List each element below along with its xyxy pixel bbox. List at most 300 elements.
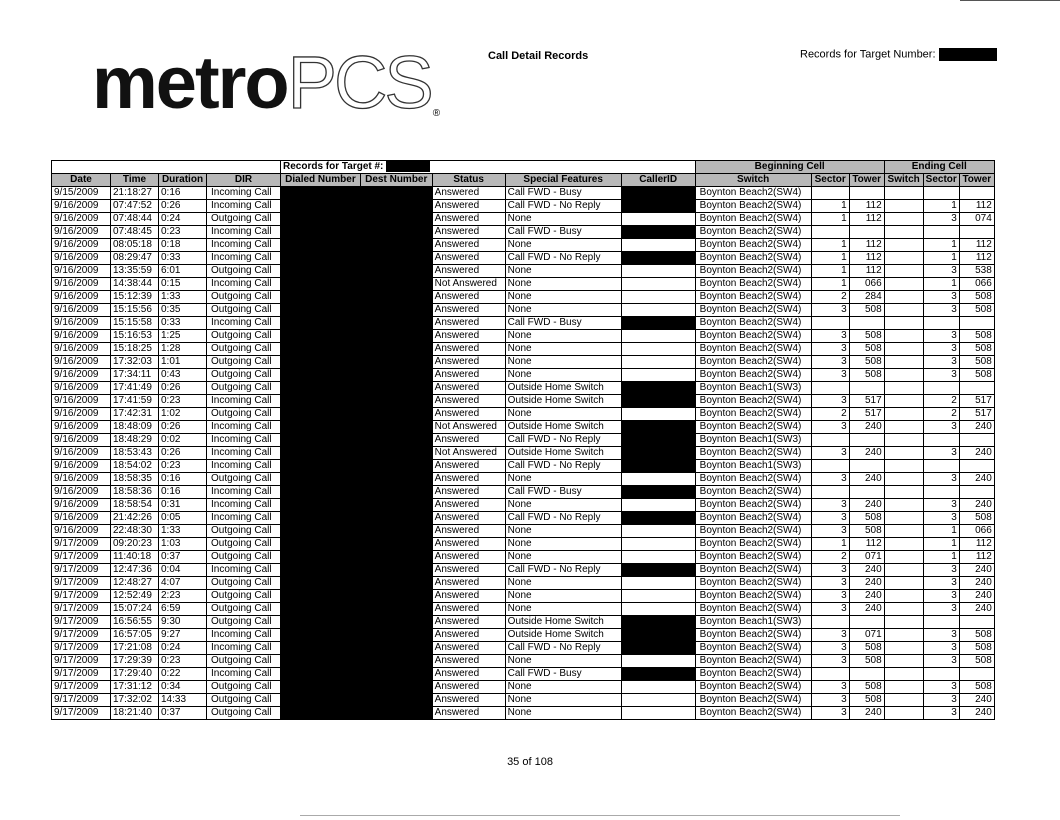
cell-duration: 0:18 — [159, 239, 207, 252]
cell-special-features: Call FWD - No Reply — [505, 434, 621, 447]
cell-begin-switch: Boynton Beach2(SW4) — [695, 512, 811, 525]
table-row — [52, 239, 995, 252]
cell-special-features: None — [505, 473, 621, 486]
cell-special-features: Call FWD - No Reply — [505, 642, 621, 655]
cell-end-switch — [884, 304, 923, 317]
cell-end-tower — [959, 616, 994, 629]
cell-duration: 1:01 — [159, 356, 207, 369]
cell-begin-switch: Boynton Beach2(SW4) — [695, 369, 811, 382]
cell-date: 9/16/2009 — [52, 434, 111, 447]
cell-begin-switch: Boynton Beach2(SW4) — [695, 408, 811, 421]
cell-special-features: Call FWD - Busy — [505, 317, 621, 330]
cell-dest-number-redacted — [360, 330, 432, 343]
cell-dest-number-redacted — [360, 200, 432, 213]
cell-end-sector: 3 — [923, 590, 959, 603]
cell-end-tower — [959, 460, 994, 473]
cell-begin-switch: Boynton Beach2(SW4) — [695, 629, 811, 642]
cell-dir: Outgoing Call — [207, 304, 281, 317]
table-row — [52, 473, 995, 486]
cell-status: Answered — [432, 343, 505, 356]
cell-end-sector — [923, 317, 959, 330]
cell-dialed-number-redacted — [281, 681, 361, 694]
cell-time: 07:47:52 — [111, 200, 159, 213]
cell-begin-switch: Boynton Beach2(SW4) — [695, 564, 811, 577]
cell-time: 17:41:49 — [111, 382, 159, 395]
cell-end-sector: 1 — [923, 239, 959, 252]
cell-begin-tower: 240 — [849, 447, 884, 460]
cell-status: Answered — [432, 226, 505, 239]
cell-dir: Incoming Call — [207, 668, 281, 681]
cell-end-tower: 508 — [959, 681, 994, 694]
cell-duration: 4:07 — [159, 577, 207, 590]
cell-dir: Outgoing Call — [207, 356, 281, 369]
cell-time: 18:48:09 — [111, 421, 159, 434]
cell-end-tower — [959, 226, 994, 239]
cell-begin-sector: 1 — [811, 200, 849, 213]
cell-end-tower — [959, 187, 994, 200]
cell-status: Answered — [432, 317, 505, 330]
cell-status: Answered — [432, 460, 505, 473]
cell-callerid — [621, 278, 695, 291]
cell-dest-number-redacted — [360, 707, 432, 720]
cell-special-features: None — [505, 278, 621, 291]
cell-end-sector — [923, 434, 959, 447]
cell-begin-switch: Boynton Beach2(SW4) — [695, 317, 811, 330]
cell-status: Answered — [432, 551, 505, 564]
cell-dir: Outgoing Call — [207, 538, 281, 551]
cell-dir: Outgoing Call — [207, 330, 281, 343]
cell-begin-switch: Boynton Beach2(SW4) — [695, 304, 811, 317]
cell-callerid — [621, 603, 695, 616]
cell-duration: 0:34 — [159, 681, 207, 694]
cell-time: 15:07:24 — [111, 603, 159, 616]
cell-end-switch — [884, 694, 923, 707]
cell-begin-sector: 2 — [811, 551, 849, 564]
col-time: Time — [111, 174, 159, 187]
cell-dir: Outgoing Call — [207, 525, 281, 538]
table-row — [52, 499, 995, 512]
cell-time: 17:32:02 — [111, 694, 159, 707]
cell-time: 17:41:59 — [111, 395, 159, 408]
cell-callerid-redacted — [621, 200, 695, 213]
cell-end-tower: 508 — [959, 291, 994, 304]
cell-begin-switch: Boynton Beach2(SW4) — [695, 278, 811, 291]
table-row — [52, 395, 995, 408]
cell-status: Answered — [432, 369, 505, 382]
cell-end-switch — [884, 343, 923, 356]
cell-status: Not Answered — [432, 447, 505, 460]
cell-duration: 0:24 — [159, 213, 207, 226]
cell-time: 15:18:25 — [111, 343, 159, 356]
cell-dest-number-redacted — [360, 655, 432, 668]
cell-begin-sector: 1 — [811, 213, 849, 226]
cell-begin-tower — [849, 226, 884, 239]
scan-edge-line — [300, 815, 900, 816]
cell-begin-switch: Boynton Beach2(SW4) — [695, 252, 811, 265]
cell-dialed-number-redacted — [281, 512, 361, 525]
cell-date: 9/16/2009 — [52, 512, 111, 525]
cell-special-features: Call FWD - No Reply — [505, 252, 621, 265]
cell-callerid — [621, 291, 695, 304]
cell-end-sector: 3 — [923, 642, 959, 655]
table-row — [52, 525, 995, 538]
cell-end-sector: 3 — [923, 577, 959, 590]
cell-end-switch — [884, 629, 923, 642]
cell-dialed-number-redacted — [281, 369, 361, 382]
cell-special-features: Call FWD - Busy — [505, 226, 621, 239]
cell-callerid — [621, 577, 695, 590]
cell-begin-switch: Boynton Beach2(SW4) — [695, 681, 811, 694]
cell-begin-tower: 240 — [849, 473, 884, 486]
cell-date: 9/16/2009 — [52, 486, 111, 499]
cell-dest-number-redacted — [360, 343, 432, 356]
cell-special-features: None — [505, 525, 621, 538]
col-duration: Duration — [159, 174, 207, 187]
cell-time: 21:18:27 — [111, 187, 159, 200]
cell-dir: Incoming Call — [207, 486, 281, 499]
cell-dialed-number-redacted — [281, 707, 361, 720]
cell-end-tower — [959, 486, 994, 499]
cell-duration: 0:24 — [159, 642, 207, 655]
table-row — [52, 278, 995, 291]
cell-status: Answered — [432, 668, 505, 681]
cell-begin-switch: Boynton Beach2(SW4) — [695, 551, 811, 564]
cell-end-switch — [884, 226, 923, 239]
cell-end-sector: 1 — [923, 278, 959, 291]
cell-time: 22:48:30 — [111, 525, 159, 538]
cell-dir: Incoming Call — [207, 642, 281, 655]
cell-callerid-redacted — [621, 187, 695, 200]
cell-dir: Outgoing Call — [207, 382, 281, 395]
cell-end-tower: 240 — [959, 447, 994, 460]
cell-begin-tower — [849, 187, 884, 200]
table-row — [52, 642, 995, 655]
cell-dialed-number-redacted — [281, 291, 361, 304]
cell-dir: Outgoing Call — [207, 655, 281, 668]
cell-end-switch — [884, 486, 923, 499]
table-row — [52, 382, 995, 395]
cell-end-tower: 508 — [959, 369, 994, 382]
cell-duration: 0:22 — [159, 668, 207, 681]
cell-dir: Incoming Call — [207, 200, 281, 213]
cell-status: Answered — [432, 265, 505, 278]
cell-date: 9/16/2009 — [52, 226, 111, 239]
cell-dialed-number-redacted — [281, 187, 361, 200]
cell-callerid — [621, 525, 695, 538]
cell-end-tower: 240 — [959, 590, 994, 603]
cell-date: 9/17/2009 — [52, 668, 111, 681]
col-begin-sector: Sector — [811, 174, 849, 187]
cell-date: 9/16/2009 — [52, 460, 111, 473]
cell-end-sector: 2 — [923, 408, 959, 421]
cell-end-tower: 240 — [959, 603, 994, 616]
cell-dir: Incoming Call — [207, 395, 281, 408]
cell-begin-sector: 3 — [811, 395, 849, 408]
cell-dir: Incoming Call — [207, 564, 281, 577]
cell-dest-number-redacted — [360, 226, 432, 239]
cell-end-tower: 508 — [959, 356, 994, 369]
cell-dialed-number-redacted — [281, 577, 361, 590]
cell-duration: 0:26 — [159, 447, 207, 460]
cell-date: 9/16/2009 — [52, 343, 111, 356]
col-end-switch: Switch — [884, 174, 923, 187]
cell-special-features: None — [505, 707, 621, 720]
table-row — [52, 291, 995, 304]
cell-special-features: None — [505, 330, 621, 343]
col-date: Date — [52, 174, 111, 187]
cell-begin-switch: Boynton Beach2(SW4) — [695, 213, 811, 226]
cell-begin-tower: 112 — [849, 265, 884, 278]
cell-callerid-redacted — [621, 421, 695, 434]
cell-end-sector — [923, 382, 959, 395]
cell-begin-tower: 508 — [849, 694, 884, 707]
cell-end-sector: 3 — [923, 564, 959, 577]
cell-begin-sector: 3 — [811, 629, 849, 642]
table-row — [52, 668, 995, 681]
cell-begin-sector — [811, 317, 849, 330]
cell-end-sector: 3 — [923, 694, 959, 707]
cell-end-switch — [884, 590, 923, 603]
cell-end-tower: 240 — [959, 694, 994, 707]
cell-callerid-redacted — [621, 512, 695, 525]
cell-callerid — [621, 304, 695, 317]
cell-duration: 0:16 — [159, 187, 207, 200]
cell-begin-tower: 240 — [849, 603, 884, 616]
cell-dest-number-redacted — [360, 525, 432, 538]
cell-begin-switch: Boynton Beach2(SW4) — [695, 343, 811, 356]
cell-dialed-number-redacted — [281, 382, 361, 395]
cell-begin-switch: Boynton Beach2(SW4) — [695, 447, 811, 460]
cell-end-tower: 240 — [959, 707, 994, 720]
cell-status: Answered — [432, 694, 505, 707]
cell-time: 15:16:53 — [111, 330, 159, 343]
cell-duration: 0:23 — [159, 395, 207, 408]
cell-dir: Incoming Call — [207, 226, 281, 239]
cell-begin-tower: 508 — [849, 681, 884, 694]
cell-end-sector: 3 — [923, 499, 959, 512]
cell-dir: Outgoing Call — [207, 577, 281, 590]
cell-status: Answered — [432, 473, 505, 486]
cell-callerid-redacted — [621, 564, 695, 577]
cell-dialed-number-redacted — [281, 434, 361, 447]
cell-begin-switch: Boynton Beach2(SW4) — [695, 499, 811, 512]
cell-duration: 0:37 — [159, 551, 207, 564]
cell-dialed-number-redacted — [281, 343, 361, 356]
cell-end-switch — [884, 668, 923, 681]
cell-dialed-number-redacted — [281, 330, 361, 343]
cell-begin-sector: 3 — [811, 525, 849, 538]
cell-date: 9/16/2009 — [52, 330, 111, 343]
cell-status: Answered — [432, 681, 505, 694]
cell-dir: Outgoing Call — [207, 408, 281, 421]
cell-time: 17:32:03 — [111, 356, 159, 369]
cell-begin-tower — [849, 317, 884, 330]
cell-dialed-number-redacted — [281, 525, 361, 538]
cell-begin-sector: 2 — [811, 291, 849, 304]
cell-begin-tower: 240 — [849, 577, 884, 590]
cell-dest-number-redacted — [360, 603, 432, 616]
cell-begin-sector: 3 — [811, 603, 849, 616]
cell-end-sector: 3 — [923, 421, 959, 434]
cell-date: 9/16/2009 — [52, 278, 111, 291]
cell-time: 12:52:49 — [111, 590, 159, 603]
cell-special-features: None — [505, 239, 621, 252]
cell-end-sector — [923, 486, 959, 499]
cell-dest-number-redacted — [360, 369, 432, 382]
cell-end-sector: 1 — [923, 200, 959, 213]
cell-dest-number-redacted — [360, 473, 432, 486]
beginning-cell-header: Beginning Cell — [695, 161, 884, 174]
table-row — [52, 564, 995, 577]
cell-status: Answered — [432, 642, 505, 655]
cell-begin-switch: Boynton Beach2(SW4) — [695, 421, 811, 434]
cell-callerid — [621, 356, 695, 369]
cell-end-switch — [884, 707, 923, 720]
cell-duration: 9:30 — [159, 616, 207, 629]
cell-end-switch — [884, 681, 923, 694]
page-title: Call Detail Records — [488, 50, 589, 62]
cell-end-sector: 3 — [923, 330, 959, 343]
cell-begin-switch: Boynton Beach1(SW3) — [695, 382, 811, 395]
cell-dest-number-redacted — [360, 187, 432, 200]
cell-date: 9/17/2009 — [52, 564, 111, 577]
cell-special-features: None — [505, 694, 621, 707]
cell-date: 9/16/2009 — [52, 304, 111, 317]
cell-end-tower: 508 — [959, 642, 994, 655]
cell-dialed-number-redacted — [281, 564, 361, 577]
col-dir: DIR — [207, 174, 281, 187]
cell-date: 9/16/2009 — [52, 200, 111, 213]
target-number-text: Records for Target Number: — [800, 48, 936, 61]
cell-begin-sector: 3 — [811, 369, 849, 382]
cell-dest-number-redacted — [360, 317, 432, 330]
cell-callerid-redacted — [621, 486, 695, 499]
cell-dest-number-redacted — [360, 564, 432, 577]
cell-begin-switch: Boynton Beach2(SW4) — [695, 577, 811, 590]
cell-status: Answered — [432, 395, 505, 408]
cell-special-features: None — [505, 343, 621, 356]
cell-begin-sector: 1 — [811, 265, 849, 278]
cell-special-features: Call FWD - No Reply — [505, 512, 621, 525]
col-dest-number: Dest Number — [360, 174, 432, 187]
cell-special-features: Call FWD - Busy — [505, 187, 621, 200]
cell-dest-number-redacted — [360, 538, 432, 551]
cell-special-features: None — [505, 538, 621, 551]
cell-begin-sector: 3 — [811, 681, 849, 694]
cell-begin-tower — [849, 616, 884, 629]
cell-dir: Incoming Call — [207, 421, 281, 434]
cell-time: 12:48:27 — [111, 577, 159, 590]
cell-begin-tower: 112 — [849, 200, 884, 213]
cell-status: Answered — [432, 356, 505, 369]
cell-status: Answered — [432, 577, 505, 590]
cell-begin-switch: Boynton Beach1(SW3) — [695, 460, 811, 473]
col-end-tower: Tower — [959, 174, 994, 187]
cell-duration: 0:23 — [159, 655, 207, 668]
table-row — [52, 343, 995, 356]
cell-time: 18:54:02 — [111, 460, 159, 473]
cell-begin-sector: 3 — [811, 707, 849, 720]
cell-end-tower: 240 — [959, 577, 994, 590]
cell-time: 18:21:40 — [111, 707, 159, 720]
cell-end-sector: 3 — [923, 356, 959, 369]
cell-begin-sector: 1 — [811, 252, 849, 265]
cell-status: Answered — [432, 590, 505, 603]
cell-end-sector: 3 — [923, 655, 959, 668]
cell-dest-number-redacted — [360, 291, 432, 304]
cell-begin-switch: Boynton Beach2(SW4) — [695, 655, 811, 668]
cell-begin-tower: 240 — [849, 421, 884, 434]
cell-date: 9/16/2009 — [52, 499, 111, 512]
cell-callerid — [621, 551, 695, 564]
table-row — [52, 694, 995, 707]
cell-begin-switch: Boynton Beach2(SW4) — [695, 187, 811, 200]
cell-dir: Incoming Call — [207, 252, 281, 265]
cell-dialed-number-redacted — [281, 278, 361, 291]
cell-end-tower: 112 — [959, 252, 994, 265]
cell-end-switch — [884, 395, 923, 408]
cell-begin-switch: Boynton Beach2(SW4) — [695, 239, 811, 252]
cell-callerid — [621, 590, 695, 603]
cell-end-sector: 3 — [923, 512, 959, 525]
cell-dialed-number-redacted — [281, 200, 361, 213]
cell-dialed-number-redacted — [281, 265, 361, 278]
cell-special-features: None — [505, 551, 621, 564]
ending-cell-header: Ending Cell — [884, 161, 994, 174]
cell-dialed-number-redacted — [281, 473, 361, 486]
cell-date: 9/17/2009 — [52, 642, 111, 655]
cell-end-switch — [884, 473, 923, 486]
cell-dir: Incoming Call — [207, 512, 281, 525]
cell-date: 9/15/2009 — [52, 187, 111, 200]
table-row — [52, 369, 995, 382]
cell-callerid-redacted — [621, 447, 695, 460]
cell-dialed-number-redacted — [281, 304, 361, 317]
cell-dest-number-redacted — [360, 278, 432, 291]
table-row — [52, 187, 995, 200]
cell-end-sector: 2 — [923, 395, 959, 408]
cell-begin-sector: 3 — [811, 590, 849, 603]
cell-begin-switch: Boynton Beach1(SW3) — [695, 616, 811, 629]
cell-end-switch — [884, 460, 923, 473]
cell-dest-number-redacted — [360, 434, 432, 447]
cell-time: 17:31:12 — [111, 681, 159, 694]
cell-begin-tower — [849, 434, 884, 447]
cell-begin-tower: 517 — [849, 395, 884, 408]
cell-dialed-number-redacted — [281, 668, 361, 681]
cell-end-sector: 3 — [923, 304, 959, 317]
cell-date: 9/17/2009 — [52, 681, 111, 694]
cell-begin-sector — [811, 616, 849, 629]
cell-dialed-number-redacted — [281, 603, 361, 616]
cell-begin-sector: 1 — [811, 538, 849, 551]
cell-time: 21:42:26 — [111, 512, 159, 525]
cell-time: 18:58:54 — [111, 499, 159, 512]
cell-special-features: None — [505, 408, 621, 421]
cell-end-tower: 508 — [959, 343, 994, 356]
cell-duration: 6:01 — [159, 265, 207, 278]
cell-end-tower: 517 — [959, 395, 994, 408]
cell-end-tower: 508 — [959, 330, 994, 343]
cell-status: Answered — [432, 538, 505, 551]
cell-begin-tower: 508 — [849, 304, 884, 317]
cell-time: 12:47:36 — [111, 564, 159, 577]
cell-end-tower: 240 — [959, 564, 994, 577]
cell-special-features: Call FWD - No Reply — [505, 200, 621, 213]
cell-callerid-redacted — [621, 460, 695, 473]
cell-callerid — [621, 213, 695, 226]
cell-dest-number-redacted — [360, 395, 432, 408]
